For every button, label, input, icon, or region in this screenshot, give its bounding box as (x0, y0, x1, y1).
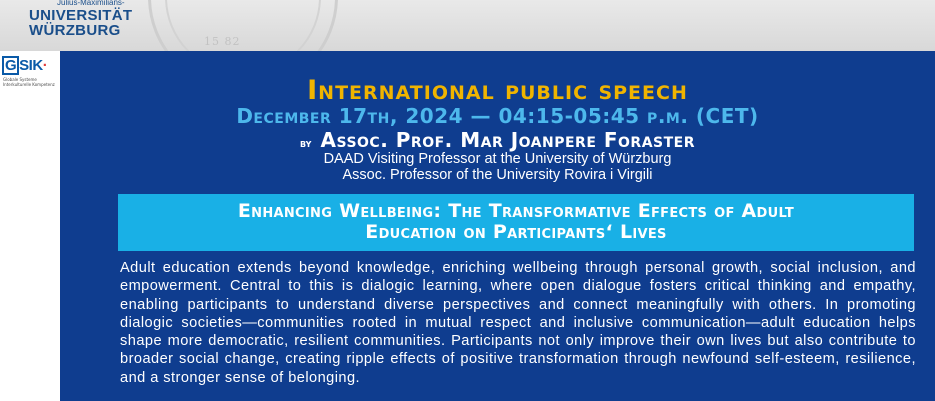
seal-text: 15 82 (204, 35, 241, 48)
topic-line-2: Education on Participants‘ Lives (365, 221, 667, 243)
event-date: December 17th, 2024 — 04:15-05:45 p.m. (CET) (236, 104, 759, 128)
gsik-dot-icon: · (42, 57, 48, 74)
gsik-g: G (2, 56, 19, 75)
left-sidebar (0, 51, 60, 401)
logo-small-text: Julius-Maximilians- (57, 0, 125, 7)
abstract-text: Adult education extends beyond knowledge, enriching wellbeing through personal growth, social inclusion, and empowerment. Central to this is dialogic learning, where open dialogue fosters critical thinking and empathy, enabling participants to understand diverse perspectives and connect meaningfully with others. In promoting dialogic societies—communities rooted in mutual respect and inclusive communication—adult education helps shape more democratic, resilient communities. Participants not only improve their own lives but also contribute to broader social change, creating ripple effects of positive transformation through newfound self-esteem, resilience, and a stronger sense of belonging. (120, 260, 916, 386)
speaker-affiliation-2: Assoc. Professor of the University Rovira i Virgili (342, 167, 653, 183)
speaker-line (60, 128, 935, 152)
university-seal-icon (148, 0, 338, 51)
speaker-by: by (299, 136, 312, 150)
gsik-subtitle: Globale Systeme Interkulturelle Kompetenz (3, 77, 55, 87)
logo-line-1: UNIVERSITÄT (29, 7, 133, 24)
gsik-logo[interactable] (2, 56, 58, 86)
talk-topic-box (118, 194, 914, 251)
speaker-name: Assoc. Prof. Mar Joanpere Foraster (320, 128, 696, 152)
gsik-mark (2, 56, 58, 78)
university-logo[interactable] (4, 0, 144, 46)
topic-line-1: Enhancing Wellbeing: The Transformative Effects of Adult (237, 200, 795, 222)
gsik-sik: SIK (19, 57, 43, 74)
header-bar (0, 0, 935, 51)
speaker-affiliation-1: DAAD Visiting Professor at the University of Würzburg (323, 151, 672, 167)
event-title: International public speech (307, 75, 688, 106)
logo-line-2: WÜRZBURG (29, 22, 121, 39)
